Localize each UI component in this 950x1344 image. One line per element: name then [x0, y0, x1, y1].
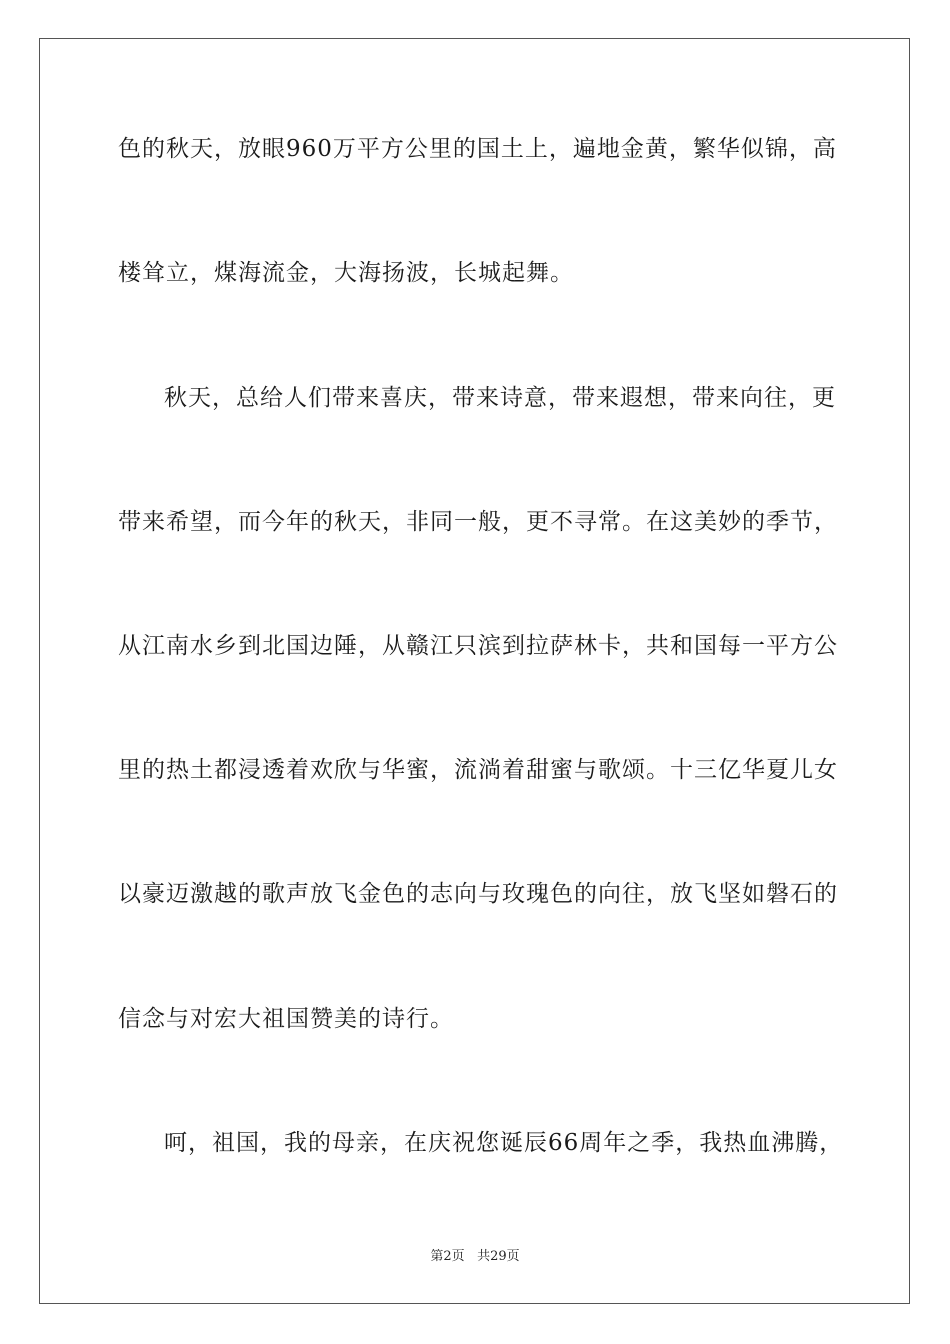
text-line-9: 呵，祖国，我的母亲，在庆祝您诞辰66周年之季，我热血沸腾， [164, 1130, 844, 1156]
page-border [39, 38, 910, 1304]
page-number: 第2页 [430, 1249, 465, 1264]
text-line-7: 以豪迈激越的歌声放飞金色的志向与玫瑰色的向往，放飞坚如磐石的 [118, 881, 838, 907]
text-line-2: 楼耸立，煤海流金，大海扬波，长城起舞。 [118, 260, 574, 286]
page-total: 共29页 [477, 1249, 520, 1264]
text-line-1: 色的秋天，放眼960万平方公里的国土上，遍地金黄，繁华似锦，高 [118, 136, 837, 162]
text-line-4: 带来希望，而今年的秋天，非同一般，更不寻常。在这美妙的季节， [118, 509, 838, 535]
page-footer [0, 1249, 950, 1265]
text-line-6: 里的热土都浸透着欢欣与华蜜，流淌着甜蜜与歌颂。十三亿华夏儿女 [118, 757, 838, 783]
text-line-3: 秋天，总给人们带来喜庆，带来诗意，带来遐想，带来向往，更 [164, 385, 836, 411]
text-line-8: 信念与对宏大祖国赞美的诗行。 [118, 1006, 454, 1032]
text-line-5: 从江南水乡到北国边陲，从赣江只滨到拉萨林卡，共和国每一平方公 [118, 633, 838, 659]
